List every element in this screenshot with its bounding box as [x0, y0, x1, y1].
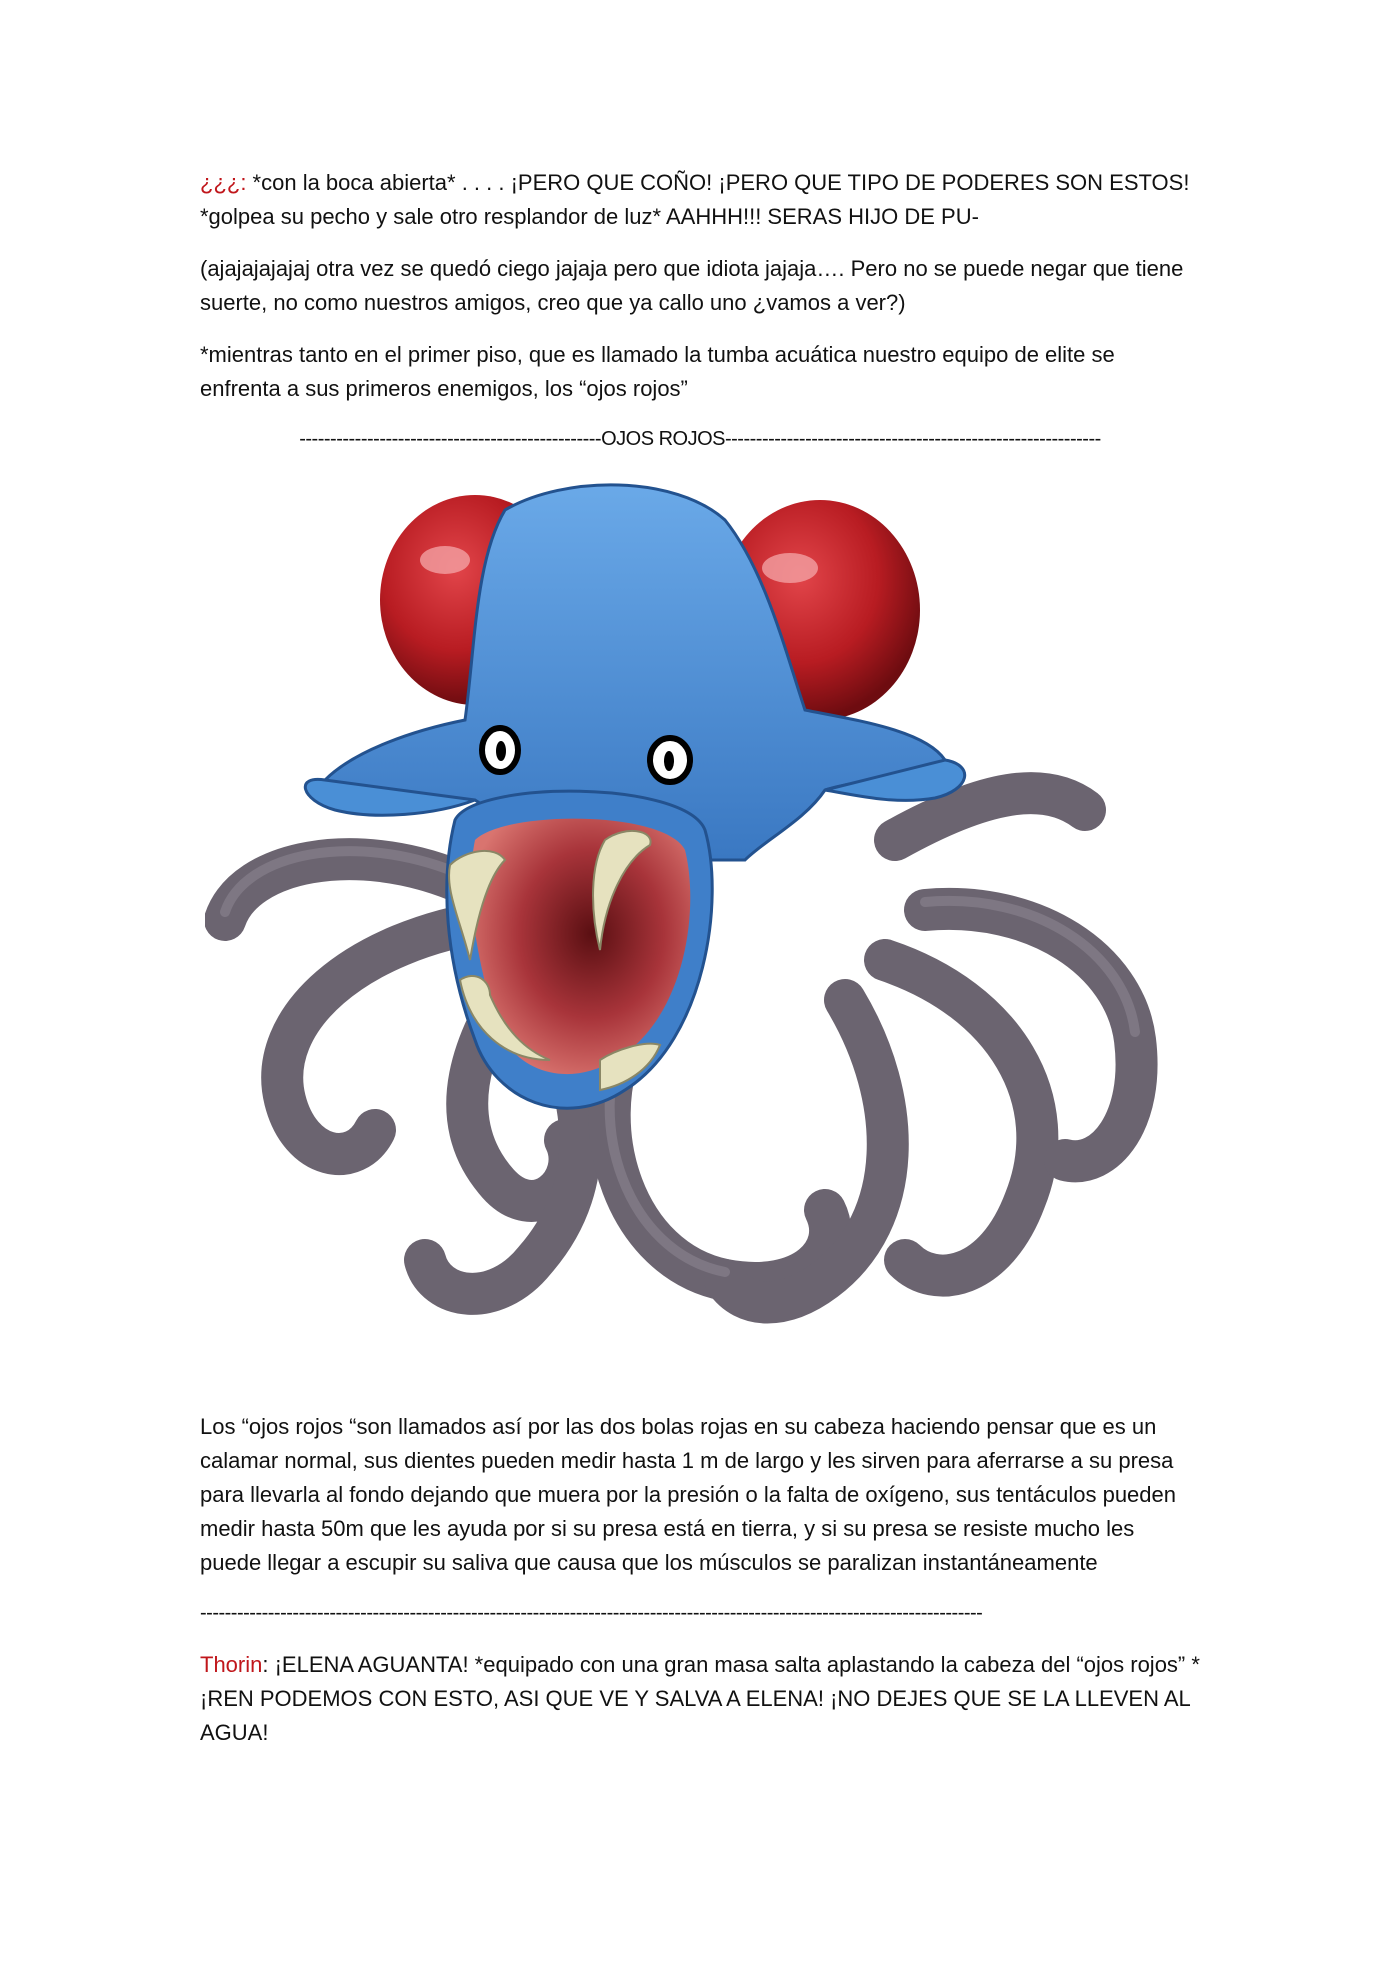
creature-description: Los “ojos rojos “son llamados así por las dos bolas rojas en su cabeza haciendo pensar que es un calamar normal, sus dientes pueden medir hasta 1 m de largo y les sirven para aferrarse a su presa para llevarla al fondo dejando que muera por la presión o la falta de oxígeno, sus tentáculos pueden medir hasta 50m que les ayuda por si su presa está en tierra, y si su presa se resiste mucho les puede llegar a escupir su saliva que causa que los músculos se paralizan instantáneamente — [200, 1414, 1177, 1575]
ojos-rojos-illustration — [205, 480, 1205, 1390]
speaker-label: ¿¿¿: — [200, 170, 247, 195]
speaker-label: Thorin — [200, 1652, 263, 1677]
dialogue-thorin — [200, 1648, 1200, 1750]
section-divider: -------------------------------------------------OJOS ROJOS------------------------------------------------------------- — [299, 428, 1101, 450]
dialogue-text: : ¡ELENA AGUANTA! *equipado con una gran masa salta aplastando la cabeza del “ojos rojos” * ¡REN PODEMOS CON ESTO, ASI QUE VE Y SALVA A ELENA! ¡NO DEJES QUE SE LA LLEVEN AL AGUA! — [200, 1652, 1200, 1745]
rule-line: ------------------------------------------------------------------------------------------------------------------------------- — [200, 1602, 983, 1624]
narration: *mientras tanto en el primer piso, que es llamado la tumba acuática nuestro equipo de elite se enfrenta a sus primeros enemigos, los “ojos rojos” — [200, 342, 1115, 401]
top-text — [200, 166, 1200, 454]
dialogue-text: *con la boca abierta* . . . . ¡PERO QUE COÑO! ¡PERO QUE TIPO DE PODERES SON ESTOS! *golpea su pecho y sale otro resplandor de luz* AAHHH!!! SERAS HIJO DE PU- — [200, 170, 1190, 229]
narrator-aside: (ajajajajajaj otra vez se quedó ciego jajaja pero que idiota jajaja…. Pero no se puede negar que tiene suerte, no como nuestros amigos, creo que ya callo uno ¿vamos a ver?) — [200, 256, 1184, 315]
bottom-text — [200, 1410, 1200, 1768]
dialogue-unknown — [200, 166, 1200, 234]
